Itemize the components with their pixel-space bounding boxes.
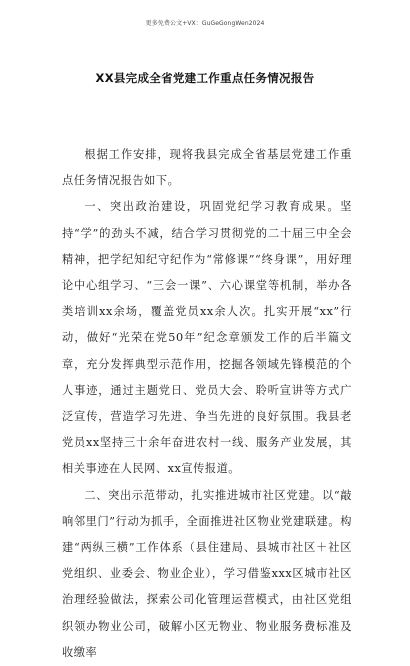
paragraph-section-two: 二、突出示范带动，扎实推进城市社区党建。以“敲响邻里门”行动为抓手，全面推进社区物业党建联建。构建“两纵三横”工作体系（县住建局、县城市社区＋社区党组织、业委会、物业企业），学习借鉴xxx区城市社区治理经验做法，探索公司化管理运营模式，由社区党组织领办物业公司，破解小区无物业、物业服务费标准及收缴率: [62, 488, 352, 659]
paragraph-section-one: 一、突出政治建设，巩固党纪学习教育成果。坚持“学”的劲头不减，结合学习贯彻党的二十届三中全会精神，把学纪知纪守纪作为“常修课”“终身课”，用好理论中心组学习、“三会一课”、六心课堂等机制，举办各类培训xx余场，覆盖党员xx余人次。扎实开展“xx”行动，做好“光荣在党50年”纪念章颁发工作的后半篇文章，充分发挥典型示范作用，挖掘各领域先锋模范的个人事迹，通过主题党日、党员大会、聆听宣讲等方式广泛宣传，营造学习先进、争当先进的良好氛围。我县老党员xx坚持三十余年奋进农村一线、服务产业发展，其相关事迹在人民网、xx宣传报道。: [62, 200, 352, 476]
document-title: XX县完成全省党建工作重点任务情况报告: [95, 71, 315, 85]
paragraph-intro: 根据工作安排，现将我县完成全省基层党建工作重点任务情况报告如下。: [62, 148, 352, 188]
document-body: [62, 142, 352, 666]
header-promo-note: 更多免费公文+VX：GuGeGongWen2024: [145, 20, 265, 27]
